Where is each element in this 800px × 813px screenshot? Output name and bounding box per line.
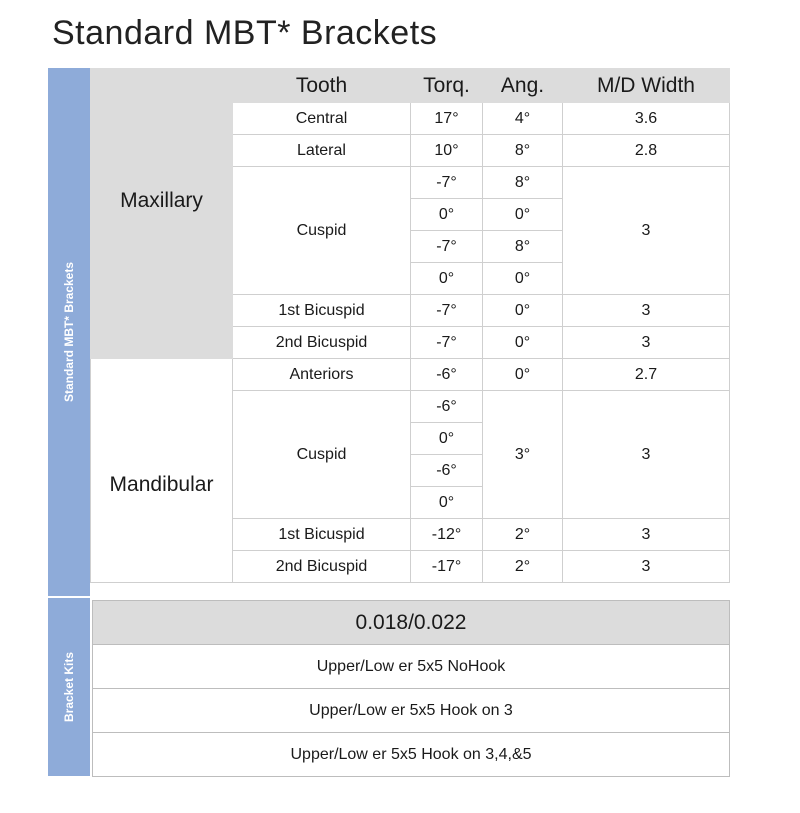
torque-cell: -6° [411, 391, 483, 423]
ang-cell: 2° [483, 519, 563, 551]
torque-cell: 0° [411, 263, 483, 295]
table-row [91, 103, 730, 135]
tooth-cell: Central [233, 103, 411, 135]
ang-cell: 0° [483, 295, 563, 327]
table-row [91, 359, 730, 391]
group-label: Mandibular [109, 472, 214, 496]
tooth-cell: 2nd Bicuspid [233, 327, 411, 359]
width-cell: 3 [563, 167, 730, 295]
tooth-cell: 2nd Bicuspid [233, 551, 411, 583]
brackets-side-banner [48, 68, 90, 596]
kit-item: Upper/Low er 5x5 NoHook [93, 645, 730, 689]
tooth-cell: Lateral [233, 135, 411, 167]
torque-cell: 10° [411, 135, 483, 167]
ang-cell: 4° [483, 103, 563, 135]
header-blank [91, 69, 233, 103]
brackets-side-label: Standard MBT* Brackets [62, 261, 76, 403]
brackets-table [90, 68, 730, 583]
header-tooth: Tooth [233, 69, 411, 103]
header-angulation: Ang. [483, 69, 563, 103]
group-mandibular [91, 359, 233, 583]
kit-slot-size: 0.018/0.022 [93, 601, 730, 645]
kits-side-label: Bracket Kits [62, 651, 76, 723]
torque-cell: 0° [411, 487, 483, 519]
torque-cell: -7° [411, 231, 483, 263]
kit-row [93, 689, 730, 733]
ang-cell: 8° [483, 135, 563, 167]
tooth-cell: Anteriors [233, 359, 411, 391]
width-cell: 3 [563, 327, 730, 359]
tooth-cell: Cuspid [233, 167, 411, 295]
torque-cell: -12° [411, 519, 483, 551]
kit-item: Upper/Low er 5x5 Hook on 3 [93, 689, 730, 733]
group-maxillary [91, 103, 233, 359]
kits-side-banner [48, 598, 90, 776]
ang-cell: 0° [483, 327, 563, 359]
kits-header-row [93, 601, 730, 645]
tooth-cell: 1st Bicuspid [233, 295, 411, 327]
ang-cell: 3° [483, 391, 563, 519]
ang-cell: 8° [483, 231, 563, 263]
width-cell: 3.6 [563, 103, 730, 135]
table-header-row [91, 69, 730, 103]
width-cell: 2.8 [563, 135, 730, 167]
torque-cell: 0° [411, 423, 483, 455]
torque-cell: 0° [411, 199, 483, 231]
kit-row [93, 645, 730, 689]
torque-cell: -7° [411, 167, 483, 199]
kit-row [93, 733, 730, 777]
torque-cell: -6° [411, 455, 483, 487]
torque-cell: 17° [411, 103, 483, 135]
tooth-cell: 1st Bicuspid [233, 519, 411, 551]
group-label: Maxillary [120, 188, 203, 212]
kit-item: Upper/Low er 5x5 Hook on 3,4,&5 [93, 733, 730, 777]
width-cell: 3 [563, 519, 730, 551]
width-cell: 2.7 [563, 359, 730, 391]
width-cell: 3 [563, 391, 730, 519]
width-cell: 3 [563, 295, 730, 327]
page-title: Standard MBT* Brackets [52, 14, 438, 52]
torque-cell: -7° [411, 295, 483, 327]
width-cell: 3 [563, 551, 730, 583]
tooth-cell: Cuspid [233, 391, 411, 519]
ang-cell: 0° [483, 359, 563, 391]
kits-table [92, 600, 730, 777]
ang-cell: 8° [483, 167, 563, 199]
header-torque: Torq. [411, 69, 483, 103]
torque-cell: -17° [411, 551, 483, 583]
ang-cell: 2° [483, 551, 563, 583]
ang-cell: 0° [483, 263, 563, 295]
torque-cell: -7° [411, 327, 483, 359]
torque-cell: -6° [411, 359, 483, 391]
ang-cell: 0° [483, 199, 563, 231]
header-width: M/D Width [563, 69, 730, 103]
